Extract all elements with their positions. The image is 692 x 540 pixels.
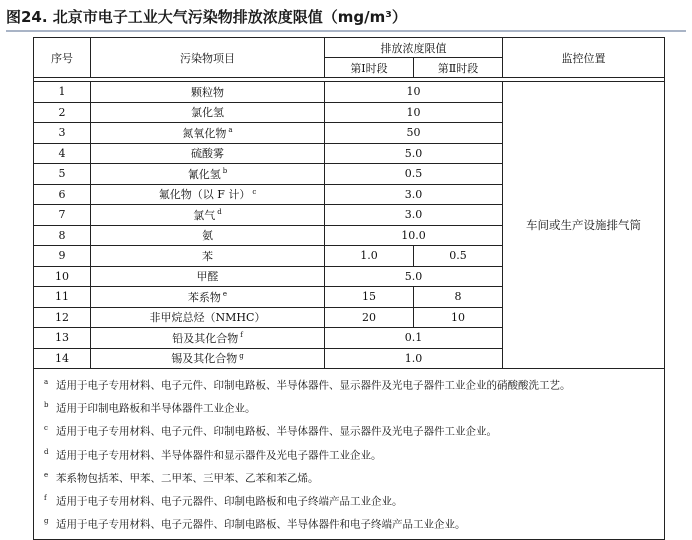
header-monitor: 监控位置 (503, 38, 665, 78)
table-row (34, 82, 665, 103)
pollutant-item (91, 164, 325, 185)
footnote-marker: e (44, 470, 49, 479)
footnote-marker: a (44, 378, 49, 386)
pollutant-name: 非甲烷总烃（NMHC） (149, 311, 266, 325)
header-index: 序号 (34, 38, 91, 78)
title-divider (6, 30, 686, 32)
footnote-text: 适用于电子专用材料、电子元件、印制电路板、半导体器件、显示器件及光电子器件工业企业的硝酸酸洗工艺。 (56, 379, 571, 392)
row-index: 14 (34, 348, 91, 369)
limit-value: 5.0 (325, 266, 503, 287)
limit-phase1: 20 (325, 307, 414, 328)
pollutant-item (91, 225, 325, 246)
pollutant-name: 颗粒物 (191, 85, 224, 99)
footnote-text: 适用于印制电路板和半导体器件工业企业。 (56, 402, 256, 415)
footnote (44, 443, 664, 466)
footnote-marker: d (44, 447, 49, 456)
limit-value: 10 (325, 102, 503, 123)
header-limit: 排放浓度限值 (325, 38, 503, 58)
limit-phase2: 0.5 (414, 246, 503, 267)
row-index: 1 (34, 82, 91, 103)
row-index: 4 (34, 143, 91, 164)
pollutant-name: 铅及其化合物 (172, 331, 239, 345)
footnotes (34, 369, 665, 540)
pollutant-name: 硫酸雾 (191, 147, 224, 161)
notes-row (34, 369, 665, 540)
pollutant-item (91, 287, 325, 308)
footnote-text: 苯系物包括苯、甲苯、二甲苯、三甲苯、乙苯和苯乙烯。 (56, 472, 319, 485)
pollutant-name: 苯系物 (187, 290, 221, 304)
pollutant-item (91, 246, 325, 267)
pollutant-item (91, 184, 325, 205)
footnote (44, 396, 664, 419)
footnote-marker: f (44, 494, 47, 503)
row-index: 5 (34, 164, 91, 185)
row-index: 3 (34, 123, 91, 144)
pollutant-name: 氰化氢 (187, 167, 221, 181)
pollutant-item (91, 143, 325, 164)
footnote-marker: g (239, 351, 244, 360)
pollutant-item (91, 266, 325, 287)
footnote (44, 373, 664, 396)
pollutant-item (91, 348, 325, 369)
row-index: 7 (34, 205, 91, 226)
footnote (44, 512, 664, 535)
page-title: 图24. 北京市电子工业大气污染物排放浓度限值（mg/m³） (6, 8, 407, 26)
footnote (44, 419, 664, 442)
pollutant-name: 甲醛 (196, 270, 219, 284)
row-index: 11 (34, 287, 91, 308)
pollutant-name: 锡及其化合物 (171, 352, 238, 366)
row-index: 8 (34, 225, 91, 246)
limit-value: 10.0 (325, 225, 503, 246)
footnote (44, 489, 664, 512)
footnote-marker: g (44, 517, 49, 526)
limit-value: 0.5 (325, 164, 503, 185)
pollutant-name: 氟化物（以 F 计） (158, 188, 251, 202)
limit-phase2: 10 (414, 307, 503, 328)
header-phase1: 第Ⅰ时段 (325, 58, 414, 78)
footnote-text: 适用于电子专用材料、电子元件、印制电路板、半导体器件、显示器件及光电子器件工业企业。 (56, 425, 497, 438)
row-index: 6 (34, 184, 91, 205)
footnote-text: 适用于电子专用材料、电子元器件、印制电路板和电子终端产品工业企业。 (56, 495, 403, 508)
footnote (44, 466, 664, 489)
footnote-marker: b (44, 401, 49, 410)
limit-value: 50 (325, 123, 503, 144)
pollutant-item (91, 123, 325, 144)
pollutant-name: 苯 (202, 249, 213, 263)
pollutant-name: 氯气 (193, 208, 216, 222)
footnote-marker: c (252, 187, 257, 196)
row-index: 2 (34, 102, 91, 123)
limit-phase2: 8 (414, 287, 503, 308)
pollutant-item (91, 328, 325, 349)
footnote-marker: d (217, 208, 222, 217)
pollutant-name: 氯化氢 (191, 106, 224, 120)
pollutant-item (91, 102, 325, 123)
row-index: 10 (34, 266, 91, 287)
footnote-marker: e (222, 290, 228, 299)
header-item: 污染物项目 (91, 38, 325, 78)
pollutant-item (91, 307, 325, 328)
monitor-location: 车间或生产设施排气筒 (503, 82, 665, 369)
header-phase2: 第Ⅱ时段 (414, 58, 503, 78)
limit-phase1: 15 (325, 287, 414, 308)
limit-phase1: 1.0 (325, 246, 414, 267)
pollutant-name: 氮氧化物 (182, 126, 227, 140)
limit-value: 5.0 (325, 143, 503, 164)
footnote-marker: f (240, 331, 243, 340)
pollutant-item (91, 82, 325, 103)
pollutant-item (91, 205, 325, 226)
pollutant-name: 氨 (202, 229, 213, 243)
footnote-marker: b (222, 167, 228, 176)
limit-value: 3.0 (325, 205, 503, 226)
footnote-marker: a (228, 126, 233, 135)
footnote-text: 适用于电子专用材料、半导体器件和显示器件及光电子器件工业企业。 (56, 449, 382, 462)
row-index: 12 (34, 307, 91, 328)
footnote-text: 适用于电子专用材料、电子元器件、印制电路板、半导体器件和电子终端产品工业企业。 (56, 518, 466, 531)
limit-value: 10 (325, 82, 503, 103)
emission-limits-table (33, 37, 665, 540)
footnote-marker: c (44, 424, 48, 433)
limit-value: 3.0 (325, 184, 503, 205)
limit-value: 0.1 (325, 328, 503, 349)
row-index: 9 (34, 246, 91, 267)
row-index: 13 (34, 328, 91, 349)
limit-value: 1.0 (325, 348, 503, 369)
